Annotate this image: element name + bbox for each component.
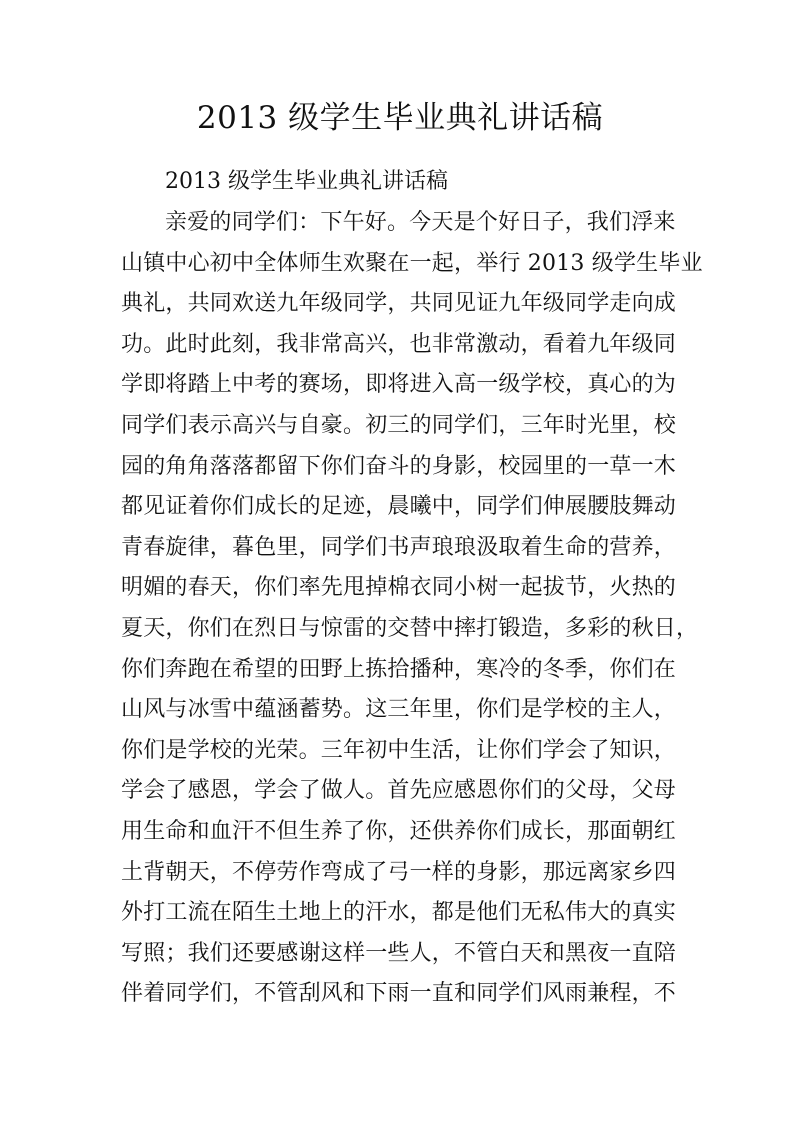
body-line: 学即将踏上中考的赛场，即将进入高一级学校，真心的为 (121, 372, 677, 398)
body-line: 亲爱的同学们：下午好。今天是个好日子，我们浮来 (165, 210, 676, 235)
document-subtitle: 2013 级学生毕业典礼讲话稿 (165, 169, 448, 194)
body-line: 外打工流在陌生土地上的汗水，都是他们无私伟大的真实 (121, 900, 677, 926)
body-line: 你们是学校的光荣。三年初中生活，让你们学会了知识， (121, 737, 677, 763)
body-line: 都见证着你们成长的足迹，晨曦中，同学们伸展腰肢舞动 (121, 494, 677, 520)
body-line: 你们奔跑在希望的田野上拣拾播种，寒冷的冬季，你们在 (121, 656, 677, 682)
body-line: 同学们表示高兴与自豪。初三的同学们，三年时光里，校 (121, 412, 677, 438)
body-line: 园的角角落落都留下你们奋斗的身影，校园里的一草一木 (121, 453, 677, 479)
body-line: 夏天，你们在烈日与惊雷的交替中摔打锻造，多彩的秋日， (121, 615, 699, 641)
body-line: 写照；我们还要感谢这样一些人，不管白天和黑夜一直陪 (121, 940, 677, 966)
body-line: 典礼，共同欢送九年级同学，共同见证九年级同学走向成 (121, 291, 677, 317)
body-line: 土背朝天，不停劳作弯成了弓一样的身影，那远离家乡四 (121, 859, 677, 885)
body-line: 明媚的春天，你们率先甩掉棉衣同小树一起拔节，火热的 (121, 575, 677, 601)
body-line: 山镇中心初中全体师生欢聚在一起，举行 2013 级学生毕业 (121, 250, 703, 276)
body-line: 山风与冰雪中蕴涵蓄势。这三年里，你们是学校的主人， (121, 697, 677, 723)
body-line: 用生命和血汗不但生养了你，还供养你们成长，那面朝红 (121, 818, 677, 844)
body-line: 功。此时此刻，我非常高兴，也非常激动，看着九年级同 (121, 331, 677, 357)
body-line: 青春旋律，暮色里，同学们书声琅琅汲取着生命的营养， (121, 534, 677, 560)
page-title: 2013 级学生毕业典礼讲话稿 (196, 100, 604, 136)
body-line: 学会了感恩，学会了做人。首先应感恩你们的父母，父母 (121, 778, 677, 804)
body-text (121, 203, 703, 1015)
body-line: 伴着同学们，不管刮风和下雨一直和同学们风雨兼程，不 (121, 981, 677, 1007)
